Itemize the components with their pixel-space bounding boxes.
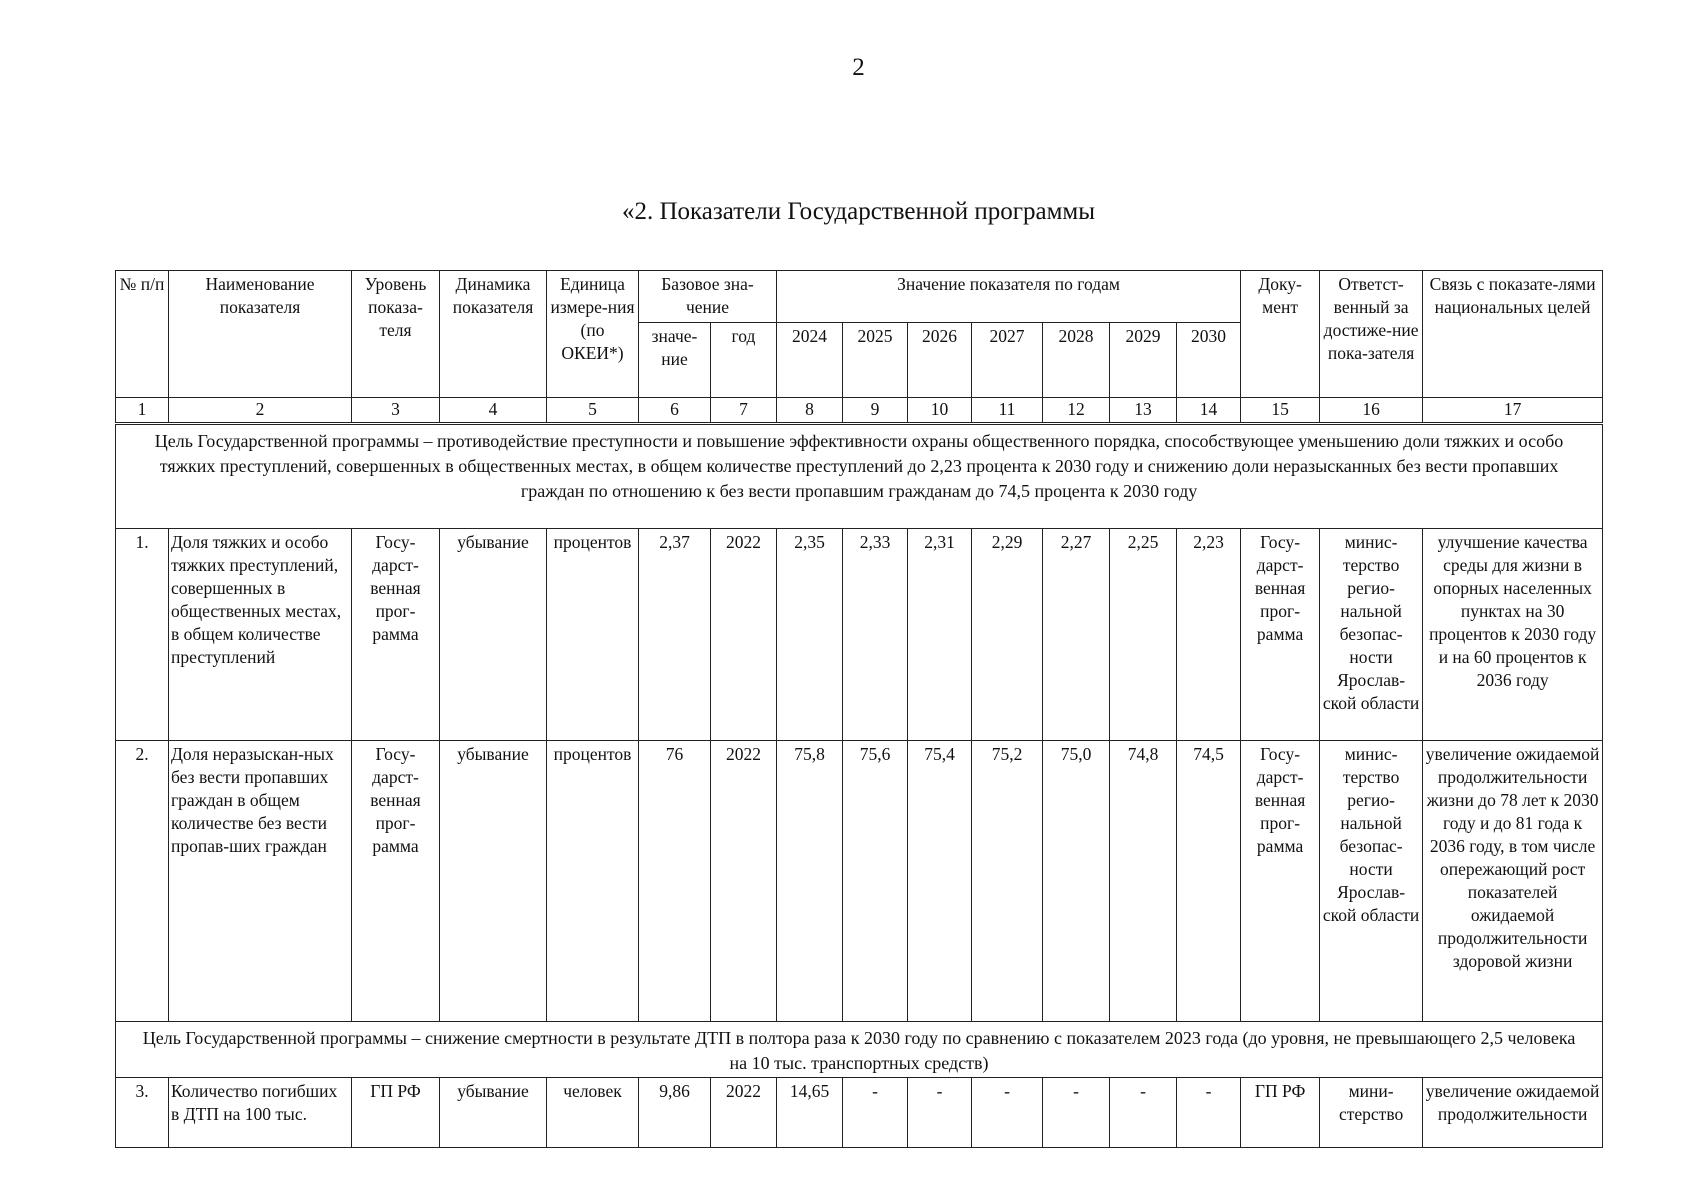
goal-row bbox=[116, 1022, 1603, 1078]
indicator-responsible: минис-терство регио-нальной безопас-ности Ярослав-ской области bbox=[1320, 741, 1423, 1022]
indicator-level: ГП РФ bbox=[352, 1078, 440, 1148]
row-num: 1. bbox=[116, 529, 169, 741]
national-goal-link: увеличение ожидаемой продолжительности bbox=[1423, 1078, 1603, 1148]
column-number: 8 bbox=[777, 398, 843, 424]
value-2025: 75,6 bbox=[843, 741, 908, 1022]
column-number: 1 bbox=[116, 398, 169, 424]
row-num: 2. bbox=[116, 741, 169, 1022]
column-number: 7 bbox=[711, 398, 777, 424]
column-number: 6 bbox=[639, 398, 711, 424]
national-goal-link: улучшение качества среды для жизни в опорных населенных пунктах на 30 процентов к 2030 году и на 60 процентов к 2036 году bbox=[1423, 529, 1603, 741]
section-title: «2. Показатели Государственной программы bbox=[621, 198, 1096, 225]
base-value: 9,86 bbox=[639, 1078, 711, 1148]
value-2027: 2,29 bbox=[972, 529, 1043, 741]
header-name: Наименование показателя bbox=[169, 271, 352, 398]
column-number: 15 bbox=[1241, 398, 1320, 424]
column-number: 2 bbox=[169, 398, 352, 424]
value-2030: 2,23 bbox=[1177, 529, 1241, 741]
column-number: 14 bbox=[1177, 398, 1241, 424]
header-level: Уровень показа-теля bbox=[352, 271, 440, 398]
header-year-2029: 2029 bbox=[1110, 323, 1177, 398]
value-2028: - bbox=[1043, 1078, 1110, 1148]
base-year: 2022 bbox=[711, 741, 777, 1022]
value-2024: 75,8 bbox=[777, 741, 843, 1022]
header-unit: Единица измере-ния (по ОКЕИ*) bbox=[547, 271, 639, 398]
base-value: 76 bbox=[639, 741, 711, 1022]
indicators-table bbox=[115, 270, 1603, 1148]
header-dynamics: Динамика показателя bbox=[440, 271, 547, 398]
value-2026: 2,31 bbox=[908, 529, 972, 741]
header-years-title: Значение показателя по годам bbox=[777, 271, 1241, 323]
base-value: 2,37 bbox=[639, 529, 711, 741]
header-year-2030: 2030 bbox=[1177, 323, 1241, 398]
value-2028: 75,0 bbox=[1043, 741, 1110, 1022]
column-number: 10 bbox=[908, 398, 972, 424]
header-base-value: значе-ние bbox=[639, 323, 711, 398]
table-row bbox=[116, 741, 1603, 1022]
header-base-year: год bbox=[711, 323, 777, 398]
value-2025: - bbox=[843, 1078, 908, 1148]
header-year-2025: 2025 bbox=[843, 323, 908, 398]
indicator-dynamics: убывание bbox=[440, 741, 547, 1022]
column-number: 5 bbox=[547, 398, 639, 424]
indicator-unit: человек bbox=[547, 1078, 639, 1148]
column-number: 3 bbox=[352, 398, 440, 424]
goal-text: Цель Государственной программы – снижение смертности в результате ДТП в полтора раза к 2030 году по сравнению с показателем 2023 года (до уровня, не превышающего 2,5 человека на 10 тыс. транспортных средств) bbox=[116, 1022, 1603, 1078]
indicator-unit: процентов bbox=[547, 529, 639, 741]
base-year: 2022 bbox=[711, 1078, 777, 1148]
table-row bbox=[116, 529, 1603, 741]
indicator-name: Количество погибших в ДТП на 100 тыс. bbox=[169, 1078, 352, 1148]
column-number: 4 bbox=[440, 398, 547, 424]
indicator-responsible: мини-стерство bbox=[1320, 1078, 1423, 1148]
value-2029: 2,25 bbox=[1110, 529, 1177, 741]
indicator-dynamics: убывание bbox=[440, 529, 547, 741]
header-responsible: Ответст-венный за достиже-ние пока-зателя bbox=[1320, 271, 1423, 398]
value-2028: 2,27 bbox=[1043, 529, 1110, 741]
column-number-row bbox=[116, 398, 1603, 424]
header-year-2026: 2026 bbox=[908, 323, 972, 398]
value-2029: - bbox=[1110, 1078, 1177, 1148]
indicator-level: Госу-дарст-венная прог-рамма bbox=[352, 741, 440, 1022]
value-2025: 2,33 bbox=[843, 529, 908, 741]
value-2030: - bbox=[1177, 1078, 1241, 1148]
header-document: Доку-мент bbox=[1241, 271, 1320, 398]
column-number: 11 bbox=[972, 398, 1043, 424]
indicator-document: Госу-дарст-венная прог-рамма bbox=[1241, 529, 1320, 741]
value-2026: - bbox=[908, 1078, 972, 1148]
table-row bbox=[116, 1078, 1603, 1148]
table-header-row bbox=[116, 271, 1603, 323]
indicator-level: Госу-дарст-венная прог-рамма bbox=[352, 529, 440, 741]
value-2027: 75,2 bbox=[972, 741, 1043, 1022]
header-link: Связь с показате-лями национальных целей bbox=[1423, 271, 1603, 398]
header-year-2028: 2028 bbox=[1043, 323, 1110, 398]
value-2029: 74,8 bbox=[1110, 741, 1177, 1022]
value-2030: 74,5 bbox=[1177, 741, 1241, 1022]
header-year-2027: 2027 bbox=[972, 323, 1043, 398]
value-2026: 75,4 bbox=[908, 741, 972, 1022]
indicator-document: ГП РФ bbox=[1241, 1078, 1320, 1148]
indicator-responsible: минис-терство регио-нальной безопас-ности Ярослав-ской области bbox=[1320, 529, 1423, 741]
indicator-document: Госу-дарст-венная прог-рамма bbox=[1241, 741, 1320, 1022]
value-2024: 2,35 bbox=[777, 529, 843, 741]
indicator-dynamics: убывание bbox=[440, 1078, 547, 1148]
header-base: Базовое зна-чение bbox=[639, 271, 777, 323]
column-number: 12 bbox=[1043, 398, 1110, 424]
value-2027: - bbox=[972, 1078, 1043, 1148]
indicator-unit: процентов bbox=[547, 741, 639, 1022]
indicator-name: Доля неразыскан-ных без вести пропавших граждан в общем количестве без вести пропав-ших граждан bbox=[169, 741, 352, 1022]
column-number: 16 bbox=[1320, 398, 1423, 424]
national-goal-link: увеличение ожидаемой продолжительности жизни до 78 лет к 2030 году и до 81 года к 2036 году, в том числе опережающий рост показателей ожидаемой продолжительности здоровой жизни bbox=[1423, 741, 1603, 1022]
column-number: 13 bbox=[1110, 398, 1177, 424]
header-year-2024: 2024 bbox=[777, 323, 843, 398]
value-2024: 14,65 bbox=[777, 1078, 843, 1148]
column-number: 9 bbox=[843, 398, 908, 424]
indicator-name: Доля тяжких и особо тяжких преступлений, совершенных в общественных местах, в общем количестве преступлений bbox=[169, 529, 352, 741]
header-num: № п/п bbox=[116, 271, 169, 398]
row-num: 3. bbox=[116, 1078, 169, 1148]
goal-row bbox=[116, 424, 1603, 529]
goal-text: Цель Государственной программы – противодействие преступности и повышение эффективности охраны общественного порядка, способствующее уменьшению доли тяжких и особо тяжких преступлений, совершенных в общественных местах, в общем количестве преступлений до 2,23 процента к 2030 году и снижению доли неразысканных без вести пропавших граждан по отношению к без вести пропавшим гражданам до 74,5 процента к 2030 году bbox=[116, 424, 1603, 529]
base-year: 2022 bbox=[711, 529, 777, 741]
page-number: 2 bbox=[852, 54, 865, 81]
column-number: 17 bbox=[1423, 398, 1603, 424]
